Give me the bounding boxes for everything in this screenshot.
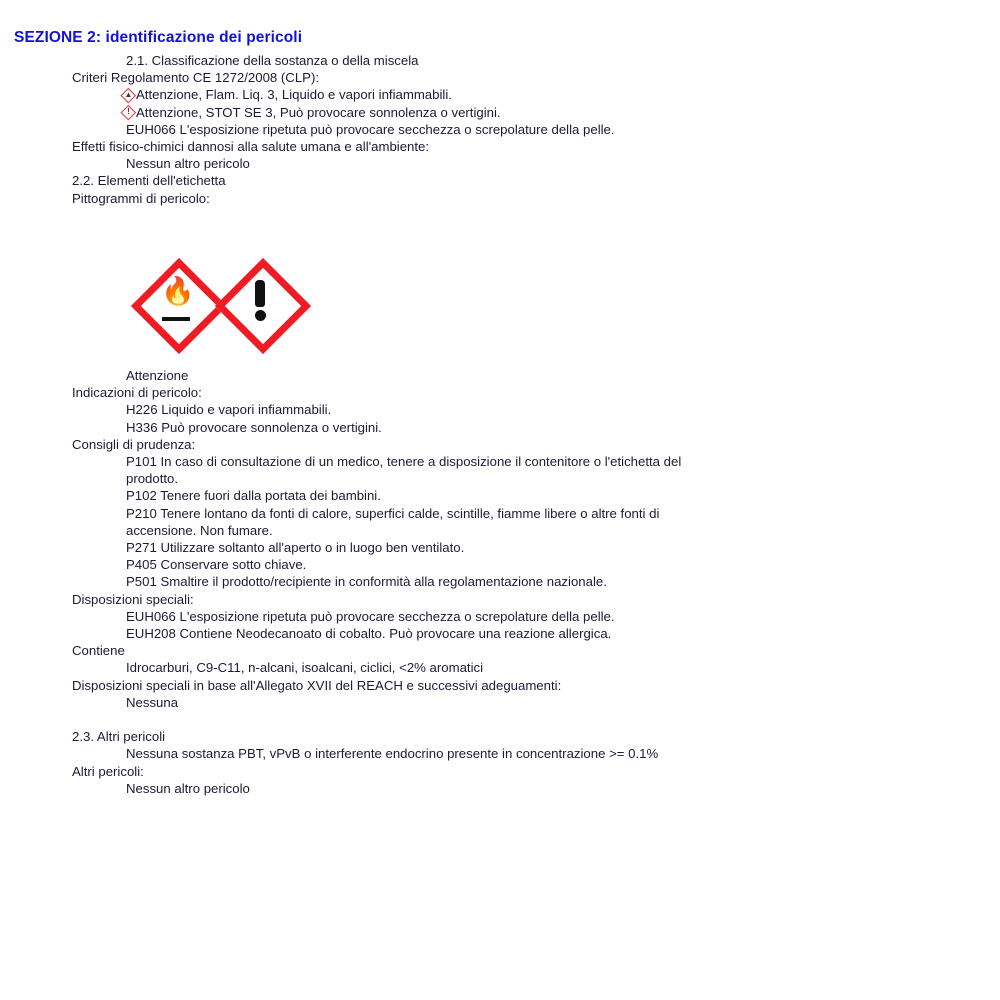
classification-line	[0, 104, 1000, 121]
mini-symbol-glyph: ▲	[124, 89, 133, 99]
text-line: Effetti fisico-chimici dannosi alla salute umana e all'ambiente:	[72, 139, 430, 155]
ghs07-exclamation-pictogram	[215, 258, 305, 348]
document-body-upper	[0, 52, 1000, 207]
text-line: Consigli di prudenza:	[72, 436, 196, 452]
classification-line	[0, 86, 1000, 103]
text-line: EUH066 L'esposizione ripetuta può provocare secchezza o screpolature della pelle.	[126, 608, 615, 624]
text-line: Attenzione	[126, 368, 189, 383]
page-title: SEZIONE 2: identificazione dei pericoli	[14, 29, 303, 46]
text-line: P102 Tenere fuori dalla portata dei bambini.	[126, 488, 381, 504]
hazard-pictogram-row	[131, 258, 431, 354]
mini-symbol-glyph: !	[127, 107, 130, 117]
text-line: P210 Tenere lontano da fonti di calore, superfici calde, scintille, fiamme libere o altre fonti di	[126, 505, 660, 521]
text-line: Altri pericoli:	[72, 763, 144, 779]
text-line: P101 In caso di consultazione di un medico, tenere a disposizione il contenitore o l'etichetta del	[126, 454, 682, 470]
line-text: Attenzione, STOT SE 3, Può provocare sonnolenza o vertigini.	[136, 104, 501, 120]
blank-line	[0, 711, 1000, 728]
ghs-flame-mini-icon	[122, 88, 135, 101]
text-line: Disposizioni speciali:	[72, 591, 194, 607]
text-line: accensione. Non fumare.	[126, 522, 273, 538]
text-line: Nessun altro pericolo	[126, 780, 250, 796]
text-line: Nessuna	[126, 694, 179, 710]
ghs-exclamation-mini-icon	[122, 106, 135, 119]
text-line: Nessuna sostanza PBT, vPvB o interferente endocrino presente in concentrazione >= 0.1%	[126, 746, 659, 762]
text-line: EUH208 Contiene Neodecanoato di cobalto. Può provocare una reazione allergica.	[126, 626, 612, 642]
text-line: Nessun altro pericolo	[126, 156, 250, 172]
text-line: 2.3. Altri pericoli	[72, 729, 166, 745]
document-body-lower	[0, 367, 1000, 797]
exclamation-symbol	[215, 258, 305, 348]
text-line: EUH066 L'esposizione ripetuta può provocare secchezza o screpolature della pelle.	[126, 121, 615, 137]
text-line: Pittogrammi di pericolo:	[72, 190, 210, 206]
text-line: Indicazioni di pericolo:	[72, 385, 202, 401]
flame-symbol: 🔥	[131, 258, 221, 348]
text-line: Contiene	[72, 643, 125, 659]
line-text: Attenzione, Flam. Liq. 3, Liquido e vapori infiammabili.	[136, 87, 452, 103]
ghs02-flame-pictogram	[131, 258, 221, 348]
text-line: Disposizioni speciali in base all'Allegato XVII del REACH e successivi adeguamenti:	[72, 677, 562, 693]
text-line: Criteri Regolamento CE 1272/2008 (CLP):	[72, 70, 320, 86]
text-line: H336 Può provocare sonnolenza o vertigini.	[126, 419, 382, 435]
text-line: H226 Liquido e vapori infiammabili.	[126, 402, 332, 418]
text-line: P271 Utilizzare soltanto all'aperto o in luogo ben ventilato.	[126, 540, 465, 556]
text-line: P501 Smaltire il prodotto/recipiente in conformità alla regolamentazione nazionale.	[126, 574, 607, 590]
text-line: prodotto.	[126, 471, 179, 487]
text-line: 2.1. Classificazione della sostanza o della miscela	[126, 53, 419, 68]
text-line: 2.2. Elementi dell'etichetta	[72, 173, 226, 189]
text-line: Idrocarburi, C9-C11, n-alcani, isoalcani, ciclici, <2% aromatici	[126, 660, 484, 676]
text-line: P405 Conservare sotto chiave.	[126, 557, 307, 573]
